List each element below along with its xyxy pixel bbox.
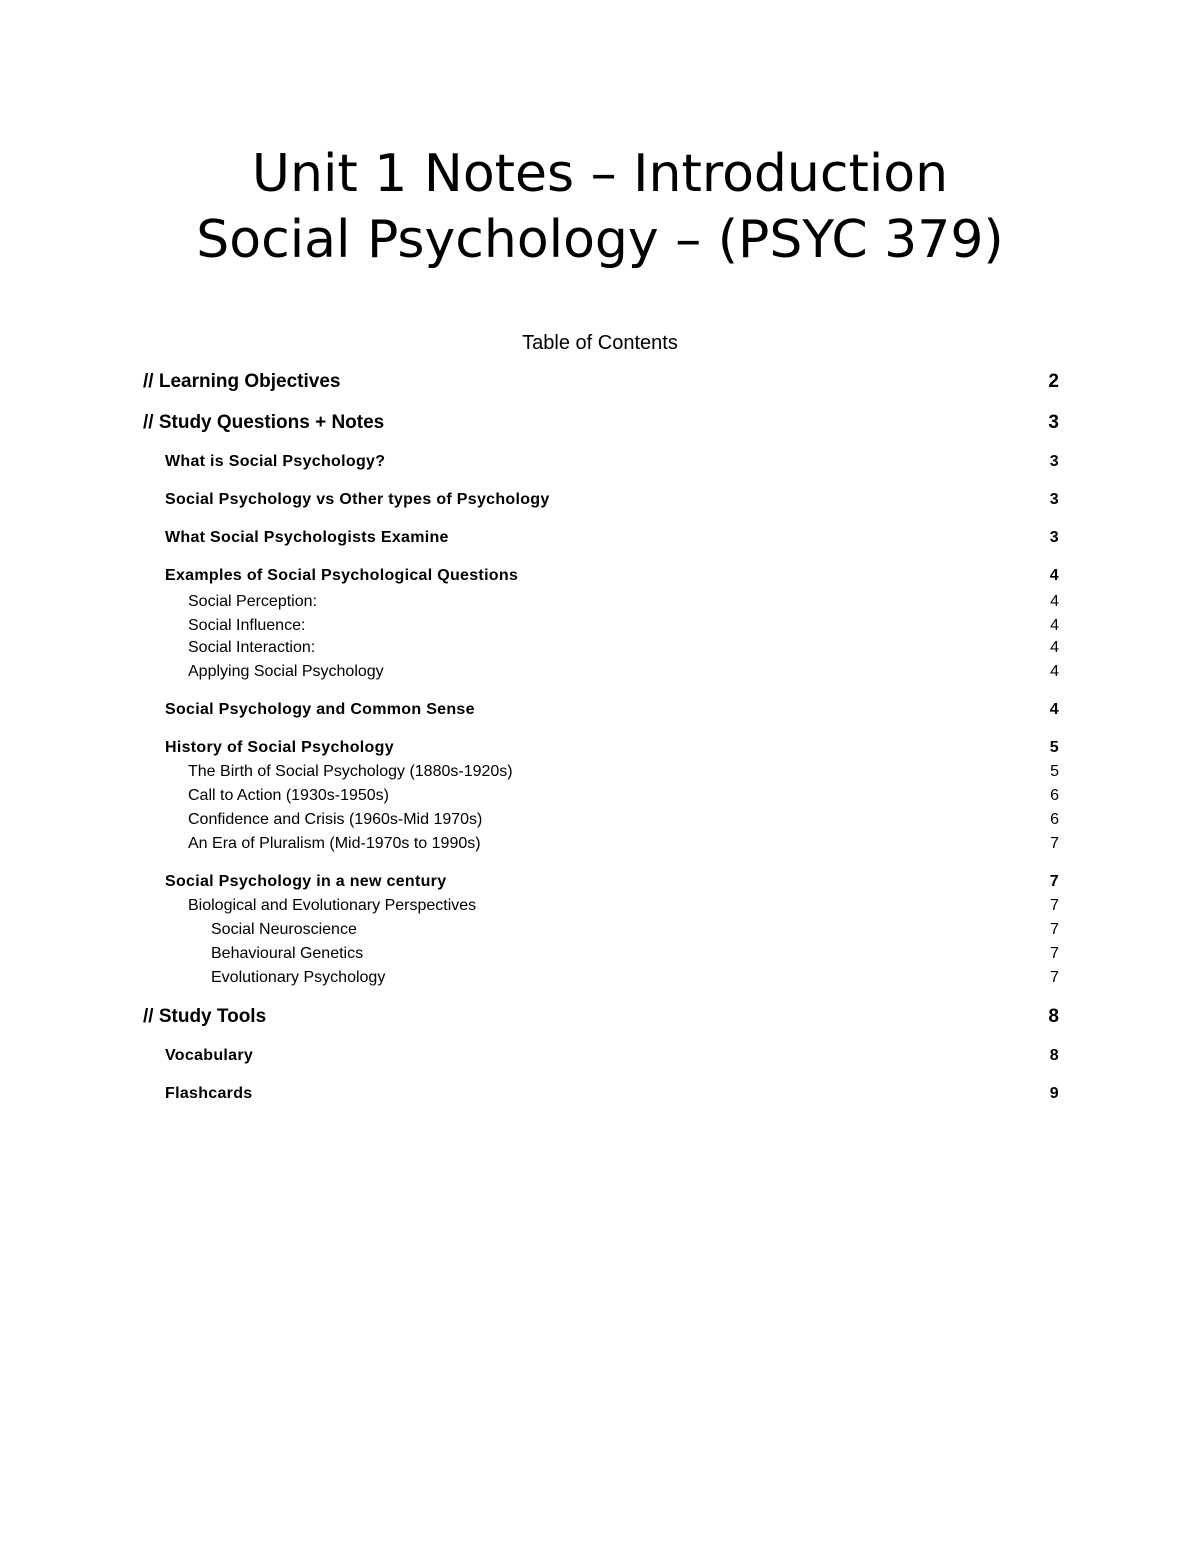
toc-entry-page: 4 — [1050, 617, 1059, 634]
toc-entry-page: 4 — [1050, 639, 1059, 656]
toc-entry-label: Behavioural Genetics — [211, 945, 364, 962]
toc-entry-learning-objectives[interactable] — [143, 370, 1059, 394]
toc-entry-page: 9 — [1049, 1085, 1059, 1102]
toc-entry-page: 4 — [1049, 701, 1059, 718]
toc-entry-page: 7 — [1050, 835, 1059, 852]
toc-entry-page: 5 — [1049, 739, 1059, 756]
toc-entry-label: What is Social Psychology? — [165, 453, 386, 470]
toc-entry-social-perception[interactable] — [188, 591, 1059, 613]
toc-entry-biological-evolutionary[interactable] — [188, 895, 1059, 917]
toc-entry-page: 4 — [1050, 593, 1059, 610]
toc-entry-page: 6 — [1050, 811, 1059, 828]
toc-entry-page: 7 — [1050, 969, 1059, 986]
toc-entry-label: What Social Psychologists Examine — [165, 529, 449, 546]
toc-entry-applying-social-psychology[interactable] — [188, 661, 1059, 683]
toc-entry-label: Evolutionary Psychology — [211, 969, 386, 986]
toc-entry-label: Examples of Social Psychological Questions — [165, 567, 519, 584]
toc-entry-behavioural-genetics[interactable] — [211, 943, 1059, 965]
toc-entry-what-is-social-psychology[interactable] — [165, 451, 1059, 473]
toc-entry-page: 2 — [1048, 371, 1059, 392]
toc-entry-confidence-and-crisis[interactable] — [188, 809, 1059, 831]
toc-entry-social-psychology-vs-other[interactable] — [165, 489, 1059, 511]
toc-entry-page: 4 — [1049, 567, 1059, 584]
toc-entry-page: 8 — [1048, 1006, 1059, 1027]
toc-entry-label: Biological and Evolutionary Perspectives — [188, 897, 477, 914]
toc-entry-study-tools[interactable] — [143, 1005, 1059, 1029]
toc-entry-label: Social Psychology and Common Sense — [165, 701, 475, 718]
toc-entry-label: Social Influence: — [188, 617, 306, 634]
toc-entry-label: // Study Questions + Notes — [143, 412, 385, 433]
toc-entry-page: 3 — [1049, 453, 1059, 470]
toc-entry-label: An Era of Pluralism (Mid-1970s to 1990s) — [188, 835, 481, 852]
toc-entry-page: 5 — [1050, 763, 1059, 780]
toc-entry-social-interaction[interactable] — [188, 637, 1059, 659]
toc-entry-page: 3 — [1049, 529, 1059, 546]
toc-entry-call-to-action[interactable] — [188, 785, 1059, 807]
toc-entry-era-of-pluralism[interactable] — [188, 833, 1059, 855]
toc-entry-label: Applying Social Psychology — [188, 663, 384, 680]
toc-entry-label: Confidence and Crisis (1960s-Mid 1970s) — [188, 811, 483, 828]
toc-entry-page: 3 — [1049, 491, 1059, 508]
toc-entry-page: 3 — [1048, 412, 1059, 433]
toc-entry-study-questions-notes[interactable] — [143, 411, 1059, 435]
toc-entry-label: History of Social Psychology — [165, 739, 394, 756]
toc-entry-label: Social Psychology in a new century — [165, 873, 447, 890]
toc-entry-label: The Birth of Social Psychology (1880s-1920s) — [188, 763, 513, 780]
document-subtitle: Social Psychology – (PSYC 379) — [196, 210, 1004, 270]
toc-entry-social-neuroscience[interactable] — [211, 919, 1059, 941]
toc-entry-page: 7 — [1049, 873, 1059, 890]
toc-entry-examples-of-questions[interactable] — [165, 565, 1059, 587]
toc-entry-evolutionary-psychology[interactable] — [211, 967, 1059, 989]
toc-entry-page: 4 — [1050, 663, 1059, 680]
toc-entry-page: 6 — [1050, 787, 1059, 804]
toc-entry-label: Vocabulary — [165, 1047, 254, 1064]
toc-entry-flashcards[interactable] — [165, 1083, 1059, 1105]
toc-entry-label: Flashcards — [165, 1085, 253, 1102]
toc-entry-label: Social Perception: — [188, 593, 317, 610]
toc-entry-label: Call to Action (1930s-1950s) — [188, 787, 389, 804]
toc-entry-page: 7 — [1050, 945, 1059, 962]
toc-entry-birth-of-social-psychology[interactable] — [188, 761, 1059, 783]
toc-entry-history[interactable] — [165, 737, 1059, 759]
toc-entry-label: // Study Tools — [143, 1006, 267, 1027]
toc-entry-page: 7 — [1050, 897, 1059, 914]
toc-entry-vocabulary[interactable] — [165, 1045, 1059, 1067]
toc-entry-common-sense[interactable] — [165, 699, 1059, 721]
toc-entry-label: // Learning Objectives — [143, 371, 341, 392]
toc-heading: Table of Contents — [522, 332, 678, 354]
toc-entry-label: Social Neuroscience — [211, 921, 357, 938]
toc-entry-page: 7 — [1050, 921, 1059, 938]
toc-entry-label: Social Interaction: — [188, 639, 316, 656]
toc-entry-social-influence[interactable] — [188, 615, 1059, 637]
toc-entry-page: 8 — [1049, 1047, 1059, 1064]
toc-entry-new-century[interactable] — [165, 871, 1059, 893]
toc-entry-what-social-psychologists-examine[interactable] — [165, 527, 1059, 549]
toc-entry-label: Social Psychology vs Other types of Psychology — [165, 491, 550, 508]
document-title: Unit 1 Notes – Introduction — [251, 144, 949, 204]
